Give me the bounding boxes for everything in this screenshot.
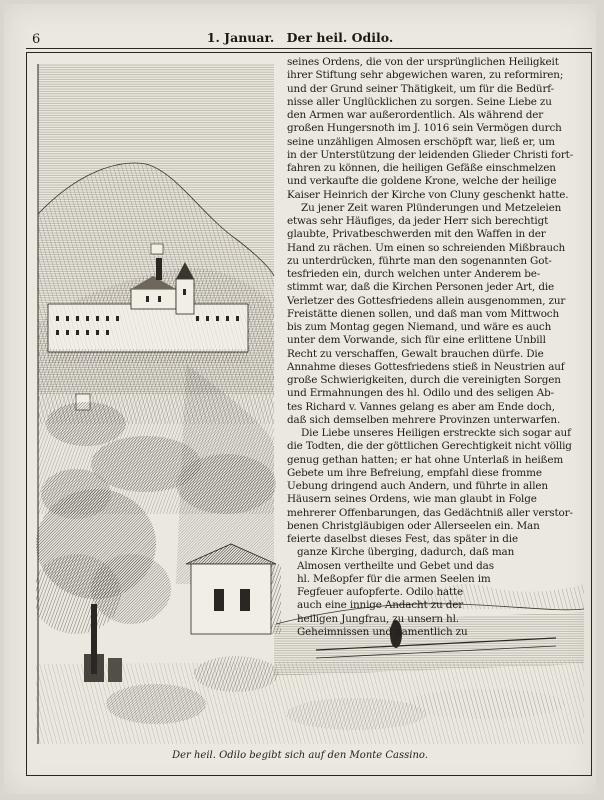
body-line: Häusern seines Ordens, wie man glaubt in Folge <box>287 493 537 506</box>
body-line: benen Christgläubigen oder Allerseelen ein. Man <box>287 519 540 532</box>
body-line: genug gethan hatten; er hat ohne Unterlaß in heißem <box>287 453 564 466</box>
body-line: tes Richard v. Vannes gelang es aber am Ende doch, <box>287 400 555 413</box>
body-line: Fegfeuer aufopferte. Odilo hatte <box>297 586 464 598</box>
body-line: großen Hungersnoth im J. 1016 sein Vermögen durch <box>287 122 562 135</box>
body-line: tesfrieden ein, durch welchen unter Anderem be- <box>287 268 541 280</box>
body-line: Zu jener Zeit waren Plünderungen und Metzeleien <box>301 201 562 214</box>
book-page <box>4 4 596 794</box>
hill-chapel <box>151 244 163 254</box>
header-rule <box>26 48 592 49</box>
foreground-ground <box>36 654 584 744</box>
body-line: heiligen Jungfrau, zu unsern hl. <box>297 612 459 625</box>
body-line: seines Ordens, die von der ursprünglichen Heiligkeit <box>287 56 559 68</box>
body-line: ganze Kirche überging, dadurch, daß man <box>297 546 515 559</box>
body-line: nisse aller Unglücklichen zu sorgen. Seine Liebe zu <box>287 95 552 108</box>
running-head-date: 1. Januar. <box>206 30 275 45</box>
body-line: Annahme dieses Gottesfriedens stieß in Neustrien auf <box>287 360 565 373</box>
body-line: zu unterdrücken, führte man den sogenannten Got- <box>287 254 552 267</box>
body-line: den Armen war außerordentlich. Als während der <box>287 109 544 121</box>
body-line: unter dem Vorwande, sich für eine erlittene Unbill <box>287 334 546 347</box>
body-line: stimmt war, daß die Kirchen Personen jeder Art, die <box>287 281 554 294</box>
body-line: glaubte, Privatbeschwerden mit den Waffen in der <box>287 228 546 241</box>
body-line: und verkaufte die goldene Krone, welche der heilige <box>287 175 557 188</box>
body-line: seine unzähligen Almosen erschöpft war, ließ er, um <box>287 135 555 148</box>
body-line: fahren zu können, die heiligen Gefäße einschmelzen <box>287 162 556 174</box>
page-number: 6 <box>32 32 41 47</box>
body-line: Freistätte dienen sollen, und daß man vom Mittwoch <box>287 307 560 320</box>
body-line: hl. Meßopfer für die armen Seelen im <box>297 572 491 585</box>
running-head-title: Der heil. Odilo. <box>286 30 394 45</box>
body-line: ihrer Stiftung sehr abgewichen waren, zu reformiren; <box>287 69 564 82</box>
running-head <box>4 30 596 45</box>
body-line: daß sich demselben mehrere Provinzen unterwarfen. <box>287 413 561 426</box>
body-text <box>287 56 587 639</box>
body-line: große Schwierigkeiten, durch die vereinigten Sorgen <box>287 374 561 386</box>
body-line: auch eine innige Andacht zu der <box>297 599 464 612</box>
body-line: Uebung dringend auch Andern, und führte in allen <box>287 480 548 492</box>
body-line: Hand zu rächen. Um einen so schreienden Mißbrauch <box>287 241 566 254</box>
body-line: Die Liebe unseres Heiligen erstreckte sich sogar auf <box>301 427 571 439</box>
body-line: und Ermahnungen des hl. Odilo und des seligen Ab- <box>287 387 554 400</box>
body-line: Almosen vertheilte und Gebet und das <box>297 559 494 572</box>
body-line: Kaiser Heinrich der Kirche von Cluny geschenkt hatte. <box>287 188 569 201</box>
body-line: in der Unterstützung der leidenden Glieder Christi fort- <box>287 148 574 161</box>
body-line: bis zum Montag gegen Niemand, und wäre es auch <box>287 321 552 333</box>
body-line: etwas sehr Häufiges, da jeder Herr sich berechtigt <box>287 215 549 227</box>
body-line: die Todten, die der göttlichen Gerechtigkeit nicht völlig <box>287 440 572 453</box>
body-line: Gebete um ihre Befreiung, empfahl diese fromme <box>287 466 542 479</box>
illustration-caption: Der heil. Odilo begibt sich auf den Monte Cassino. <box>172 750 428 761</box>
body-line: Verletzer des Gottesfriedens allein ausgenommen, zur <box>287 294 566 307</box>
body-line: feierte daselbst dieses Fest, das später in die <box>287 533 518 545</box>
body-line: und der Grund seiner Thätigkeit, um für die Bedürf- <box>287 82 554 95</box>
body-line: Geheimnissen und namentlich zu <box>297 625 468 638</box>
body-line: mehrerer Offenbarungen, das Gedächtniß aller verstor- <box>287 506 573 519</box>
foreground-tree <box>36 489 171 674</box>
body-line: Recht zu verschaffen, Gewalt brauchen dürfe. Die <box>287 347 544 360</box>
